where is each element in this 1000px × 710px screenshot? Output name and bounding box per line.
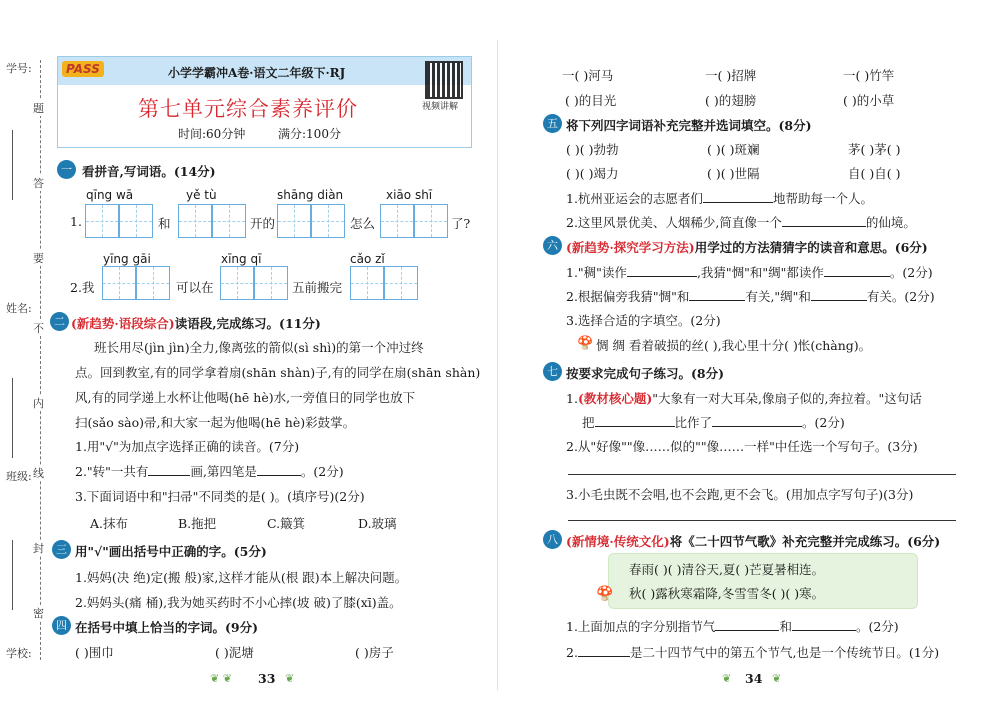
question-text: 是二十四节气中的第五个节气,也是一个传统节日。(1分) bbox=[629, 645, 940, 660]
question-text: 的仙境。 bbox=[865, 215, 916, 230]
question-text: 有关,"绸"和 bbox=[745, 289, 811, 304]
question: 3.选择合适的字填空。(2分) bbox=[566, 313, 721, 328]
writing-cell[interactable] bbox=[85, 204, 119, 238]
answer-blank[interactable] bbox=[257, 463, 301, 476]
pinyin: xiāo shī bbox=[386, 188, 433, 202]
poem-box bbox=[608, 553, 918, 609]
section-number: 四 bbox=[52, 616, 71, 635]
fill-item[interactable]: ( )( )竭力 bbox=[566, 166, 619, 181]
text: 五前搬完 bbox=[292, 280, 343, 295]
section-title: 在括号中填上恰当的字词。(9分) bbox=[75, 620, 259, 635]
mushroom-icon: 🍄 bbox=[577, 336, 594, 351]
section-heading bbox=[566, 238, 928, 256]
question bbox=[75, 462, 344, 480]
question-text: 1."稠"读作 bbox=[566, 265, 627, 280]
answer-blank[interactable] bbox=[782, 214, 866, 227]
pinyin: shāng diàn bbox=[277, 188, 344, 202]
writing-cell[interactable] bbox=[102, 266, 136, 300]
option[interactable]: B.拖把 bbox=[178, 516, 217, 531]
field-line[interactable] bbox=[12, 130, 13, 200]
question-text: 2.这里风景优美、人烟稀少,简直像一个 bbox=[566, 215, 782, 230]
seal-char: 密 bbox=[33, 607, 44, 620]
seal-char: 线 bbox=[33, 467, 44, 480]
question-text: "大象有一对大耳朵,像扇子似的,奔拉着。"这句话 bbox=[652, 391, 922, 406]
writing-cell[interactable] bbox=[277, 204, 311, 238]
writing-cell[interactable] bbox=[350, 266, 384, 300]
mushroom-icon: 🍄 bbox=[596, 586, 614, 602]
fill-item[interactable]: ( )的翅膀 bbox=[705, 93, 757, 108]
qr-code-icon[interactable] bbox=[425, 61, 463, 99]
section-title: 读语段,完成练习。(11分) bbox=[174, 316, 321, 331]
question-tag: (教材核心题) bbox=[577, 391, 653, 406]
section-title: 用"√"画出括号中正确的字。(5分) bbox=[75, 544, 267, 559]
question-label: 1. bbox=[70, 214, 82, 229]
seal-char: 题 bbox=[33, 102, 44, 115]
fill-item[interactable]: ( )房子 bbox=[355, 645, 394, 660]
section-number: 六 bbox=[543, 236, 562, 255]
passage-line: 风,有的同学递上水杯让他喝(hē hè)水,一旁值日的同学也放下 bbox=[75, 390, 416, 405]
question bbox=[566, 189, 873, 207]
section-tag: (新趋势·语段综合) bbox=[71, 316, 175, 331]
field-class: 班级: bbox=[6, 470, 32, 483]
sprout-icon: ❦ bbox=[722, 672, 732, 685]
full-score: 满分:100分 bbox=[278, 127, 341, 141]
field-line[interactable] bbox=[12, 378, 13, 458]
writing-cell[interactable] bbox=[178, 204, 212, 238]
question-text: 。(2分) bbox=[889, 265, 933, 280]
writing-cell[interactable] bbox=[136, 266, 170, 300]
fill-item[interactable]: ( )围巾 bbox=[75, 645, 114, 660]
passage-line: 班长用尽(jìn jìn)全力,像离弦的箭似(sì shì)的第一个冲过终 bbox=[94, 340, 424, 355]
answer-blank[interactable] bbox=[148, 463, 190, 476]
question-text: 2.根据偏旁我猜"惆"和 bbox=[566, 289, 690, 304]
text: 开的 bbox=[250, 216, 276, 231]
question bbox=[582, 413, 845, 431]
seal-char: 要 bbox=[33, 252, 44, 265]
page-divider bbox=[497, 40, 498, 690]
option[interactable]: D.玻璃 bbox=[358, 516, 397, 531]
fill-item[interactable]: 茅( )茅( ) bbox=[848, 142, 901, 157]
poem-line: 春雨( )( )清谷天,夏( )芒夏暑相连。 bbox=[629, 562, 825, 577]
answer-blank[interactable] bbox=[578, 644, 630, 657]
question-text: 。(2分) bbox=[300, 464, 344, 479]
question: 2.从"好像""像……似的""像……一样"中任选一个写句子。(3分) bbox=[566, 439, 918, 454]
fill-item[interactable]: 自( )自( ) bbox=[848, 166, 901, 181]
text: 了? bbox=[451, 216, 471, 231]
section-heading bbox=[71, 314, 321, 332]
option[interactable]: C.簸箕 bbox=[267, 516, 306, 531]
question-text: 。(2分) bbox=[802, 415, 845, 430]
question-text: 2."转"一共有 bbox=[75, 464, 149, 479]
seal-char: 内 bbox=[33, 397, 44, 410]
answer-line[interactable] bbox=[568, 520, 956, 521]
fill-item[interactable]: ( )( )世隔 bbox=[707, 166, 760, 181]
answer-blank[interactable] bbox=[689, 288, 745, 301]
seal-char: 封 bbox=[33, 542, 44, 555]
page-number: 33 bbox=[258, 671, 276, 686]
section-number: 五 bbox=[543, 114, 562, 133]
seal-char: 不 bbox=[33, 322, 44, 335]
section-title: 用学过的方法猜猜字的读音和意思。(6分) bbox=[694, 240, 928, 255]
question bbox=[566, 643, 939, 661]
question-text: 比作了 bbox=[674, 415, 713, 430]
fill-item[interactable]: 一( )竹竿 bbox=[843, 68, 895, 83]
answer-blank[interactable] bbox=[712, 414, 802, 427]
fill-item[interactable]: ( )的目光 bbox=[565, 93, 617, 108]
writing-cell[interactable] bbox=[311, 204, 345, 238]
text: 怎么 bbox=[350, 216, 376, 231]
sprout-icon: ❦ bbox=[285, 672, 295, 685]
qr-label: 视频讲解 bbox=[422, 102, 459, 112]
question-text: 和 bbox=[779, 619, 792, 634]
field-student-number: 学号: bbox=[6, 62, 32, 75]
poem-line: 秋( )露秋寒霜降,冬雪雪冬( )( )寒。 bbox=[629, 586, 825, 601]
section-number: 一 bbox=[57, 160, 76, 179]
fill-item[interactable]: ( )的小草 bbox=[843, 93, 895, 108]
section-title: 将下列四字词语补充完整并选词填空。(8分) bbox=[566, 118, 812, 133]
writing-cell[interactable] bbox=[212, 204, 246, 238]
section-tag: (新情境·传统文化) bbox=[566, 534, 670, 549]
time-limit: 时间:60分钟 bbox=[178, 127, 246, 141]
section-number: 二 bbox=[50, 312, 69, 331]
fill-item[interactable]: ( )( )斑斓 bbox=[707, 142, 760, 157]
header-box bbox=[57, 56, 472, 148]
pinyin: yě tù bbox=[186, 188, 217, 202]
question: 1.用"√"为加点字选择正确的读音。(7分) bbox=[75, 439, 300, 454]
answer-blank[interactable] bbox=[715, 618, 779, 631]
fill-item[interactable]: ( )泥塘 bbox=[215, 645, 254, 660]
section-title: 看拼音,写词语。(14分) bbox=[82, 164, 216, 179]
section-tag: (新趋势·探究学习方法) bbox=[566, 240, 695, 255]
passage-line: 扫(sǎo sào)帚,和大家一起为他喝(hē hè)彩鼓掌。 bbox=[75, 415, 356, 430]
question-label: 2.我 bbox=[70, 280, 95, 295]
pinyin: xīng qī bbox=[221, 252, 262, 266]
question-text: 地帮助每一个人。 bbox=[772, 191, 873, 206]
answer-blank[interactable] bbox=[824, 264, 890, 277]
pinyin: cǎo zǐ bbox=[350, 252, 385, 266]
question-text: 2. bbox=[566, 645, 578, 660]
answer-blank[interactable] bbox=[703, 190, 773, 203]
section-title: 按要求完成句子练习。(8分) bbox=[566, 366, 725, 381]
field-line[interactable] bbox=[12, 540, 13, 610]
question: 2.妈妈头(痛 桶),我为她买药时不小心摔(坡 破)了膝(xī)盖。 bbox=[75, 595, 402, 610]
field-name: 姓名: bbox=[6, 302, 32, 315]
writing-cell[interactable] bbox=[414, 204, 448, 238]
question: 3.小毛虫既不会唱,也不会跑,更不会飞。(用加点字写句子)(3分) bbox=[566, 487, 914, 502]
pinyin: yīng gāi bbox=[103, 252, 151, 266]
question: 惆 绸 看着破损的丝( ),我心里十分( )怅(chàng)。 bbox=[596, 338, 872, 353]
answer-blank[interactable] bbox=[595, 414, 675, 427]
writing-cell[interactable] bbox=[220, 266, 254, 300]
seal-line bbox=[40, 60, 41, 660]
question bbox=[566, 263, 933, 281]
question bbox=[566, 213, 916, 231]
answer-line[interactable] bbox=[568, 474, 956, 475]
section-number: 三 bbox=[52, 540, 71, 559]
text: 可以在 bbox=[176, 280, 214, 295]
question-text: 画,第四笔是 bbox=[190, 464, 257, 479]
option[interactable]: A.抹布 bbox=[90, 516, 129, 531]
answer-blank[interactable] bbox=[627, 264, 697, 277]
text: 和 bbox=[158, 216, 171, 231]
fill-item[interactable]: ( )( )勃勃 bbox=[566, 142, 619, 157]
question bbox=[566, 617, 899, 635]
passage-line: 点。回到教室,有的同学拿着扇(shān shàn)子,有的同学在扇(shān shàn) bbox=[75, 365, 481, 380]
page-number: 34 bbox=[745, 671, 763, 686]
question-text: 。(2分) bbox=[855, 619, 899, 634]
answer-blank[interactable] bbox=[811, 288, 867, 301]
question: 1.妈妈(决 绝)定(搬 般)家,这样才能从(根 跟)本上解决问题。 bbox=[75, 570, 408, 585]
fill-item[interactable]: 一( )河马 bbox=[562, 68, 614, 83]
writing-cell[interactable] bbox=[254, 266, 288, 300]
series-name: 小学学霸冲A卷·语文二年级下·RJ bbox=[168, 66, 346, 80]
section-number: 七 bbox=[543, 362, 562, 381]
sprout-icon: ❦ bbox=[772, 672, 782, 685]
writing-cell[interactable] bbox=[380, 204, 414, 238]
section-title: 将《二十四节气歌》补充完整并完成练习。(6分) bbox=[669, 534, 941, 549]
question bbox=[566, 287, 935, 305]
question-text: 把 bbox=[582, 415, 595, 430]
answer-blank[interactable] bbox=[792, 618, 856, 631]
sprout-icon: ❦ ❦ bbox=[210, 672, 232, 685]
field-school: 学校: bbox=[6, 647, 32, 660]
page-title: 第七单元综合素养评价 bbox=[138, 97, 358, 121]
pass-logo: PASS bbox=[62, 61, 104, 77]
question-text: 1.上面加点的字分别指节气 bbox=[566, 619, 716, 634]
section-heading bbox=[566, 532, 940, 550]
question: 3.下面词语中和"扫帚"不同类的是( )。(填序号)(2分) bbox=[75, 489, 365, 504]
writing-cell[interactable] bbox=[384, 266, 418, 300]
pinyin: qīng wā bbox=[86, 188, 134, 202]
section-number: 八 bbox=[543, 530, 562, 549]
seal-char: 答 bbox=[33, 177, 44, 190]
question-text: 有关。(2分) bbox=[866, 289, 935, 304]
question-text: 1.杭州亚运会的志愿者们 bbox=[566, 191, 703, 206]
writing-cell[interactable] bbox=[119, 204, 153, 238]
fill-item[interactable]: 一( )招牌 bbox=[705, 68, 757, 83]
question: 1.(教材核心题)"大象有一对大耳朵,像扇子似的,奔拉着。"这句话 bbox=[566, 391, 922, 406]
question-text: ,我猜"惆"和"绸"都读作 bbox=[696, 265, 824, 280]
